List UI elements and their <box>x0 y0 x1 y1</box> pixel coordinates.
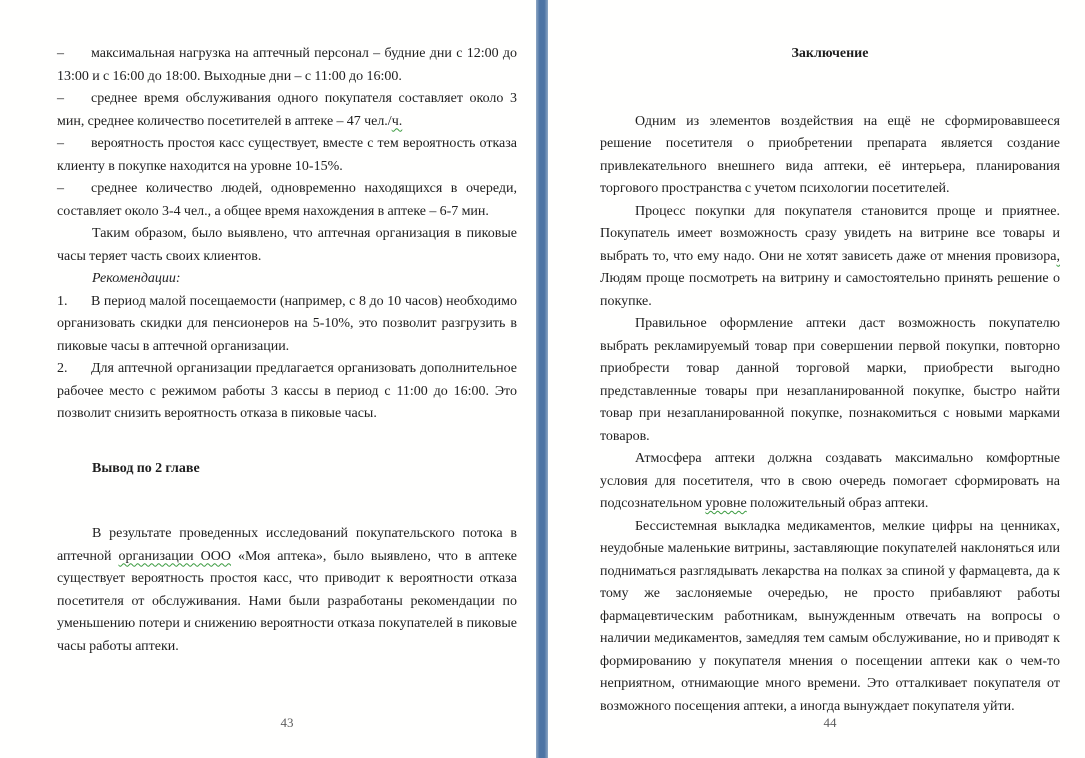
document-page-right <box>548 0 1085 758</box>
text-run: Процесс покупки для покупателя становится проще и приятнее. Покупатель имеет возможность сразу увидеть на витрине все товары и выбрать то, что ему надо. Они не хотят зависеть даже от мнения провизора <box>600 203 1060 264</box>
list-marker: – <box>57 136 64 151</box>
text-run: Атмосфера аптеки должна создавать максимально комфортные условия для посетителя, что в свою очередь помогает сформировать на подсознательном <box>600 451 1060 511</box>
list-marker: – <box>57 91 64 106</box>
list-item <box>57 178 517 223</box>
text-run: «Моя аптека», было выявлено, что в аптеке существует вероятность простоя касс, что приводит к вероятности отказа посетителя от обслуживания. Нами были разработаны рекомендации по уменьшению потери и снижению вероятности отказа покупателей в пиковые часы работы аптеки. <box>57 548 517 654</box>
section-heading <box>57 458 517 481</box>
text-run: максимальная нагрузка на аптечный персонал – будние дни с 12:00 до 13:00 и с 16:00 до 18:00. Выходные дни – с 11:00 до 16:00. <box>57 46 517 84</box>
blank-space <box>57 480 517 523</box>
page-divider <box>536 0 548 758</box>
text-run: вероятность простоя касс существует, вместе с тем вероятность отказа клиенту в покупке находится на уровне 10-15%. <box>57 136 517 174</box>
text-run: Одним из элементов воздействия на ещё не сформировавшееся решение посетителя о приобретении препарата является создание привлекательного внешнего вида аптеки, её интерьера, планирования торгового пространства с учетом психологии посетителей. <box>600 113 1060 196</box>
page-left-content[interactable] <box>57 43 517 658</box>
page-number-right: 44 <box>823 715 837 730</box>
list-marker: 1. <box>57 293 68 309</box>
list-item <box>57 358 517 426</box>
text-run: Для аптечной организации предлагается организовать дополнительное рабочее место с режимом работы 3 кассы в период с 11:00 до 16:00. Это позволит снизить вероятность отказа в пиковые часы. <box>57 361 517 421</box>
paragraph <box>600 201 1060 314</box>
text-run: В результате проведенных исследований покупательского потока в аптечной <box>57 526 517 564</box>
text-run: Бессистемная выкладка медикаментов, мелкие цифры на ценниках, неудобные маленькие витрины, заставляющие покупателей наклоняться или подниматься разглядывать лекарства на полках за спиной у фармацевта, да к тому же заслоняемые очередью, не просто прибавляют работы фармацевтическим работникам, вынужденным отвечать на вопросы о наличии медикаментов, замедляя тем самым обслуживание, но и приводят к формированию у покупателя мнения о посещении аптеки как о чем-то неприятном, отнимающие много времени. Это отталкивает покупателя от возможного посещения аптеки, а иногда вынуждает покупателя уйти. <box>600 518 1060 714</box>
list-item <box>57 133 517 178</box>
page-right-content[interactable] <box>600 43 1060 718</box>
section-heading <box>600 43 1060 66</box>
text-run: Таким образом, было выявлено, что аптечная организация в пиковые часы теряет часть своих клиентов. <box>57 226 517 264</box>
list-item <box>57 43 517 88</box>
text-run: среднее количество людей, одновременно находящихся в очереди, составляет около 3-4 чел., а общее время нахождения в аптеке – 6-7 мин. <box>57 181 517 219</box>
spellcheck-squiggle-text: ч. <box>391 113 403 129</box>
list-marker: – <box>57 46 64 61</box>
paragraph <box>57 523 517 658</box>
text-run: Рекомендации: <box>92 271 181 286</box>
text-run: Людям проще посмотреть на витрину и самостоятельно принять решение о покупке. <box>600 271 1060 309</box>
paragraph <box>600 111 1060 201</box>
spellcheck-squiggle-text: уровне <box>705 496 747 511</box>
page-number-left: 43 <box>280 715 294 730</box>
list-item <box>57 88 517 133</box>
document-page-left <box>0 0 536 758</box>
text-run: В период малой посещаемости (например, с 8 до 10 часов) необходимо организовать скидки для пенсионеров на 5-10%, это позволит разгрузить в пиковые часы в аптечной организации. <box>57 293 517 354</box>
text-run: Вывод по 2 главе <box>92 460 200 476</box>
paragraph <box>600 313 1060 448</box>
spellcheck-squiggle-text: , <box>1056 248 1060 264</box>
paragraph <box>600 448 1060 516</box>
list-marker: 2. <box>57 361 68 376</box>
text-run: среднее время обслуживания одного покупателя составляет около 3 мин, среднее количество посетителей в аптеке – 47 чел./ <box>57 91 517 129</box>
spellcheck-squiggle-text: организации ООО <box>118 548 231 564</box>
blank-space <box>600 66 1060 111</box>
blank-space <box>57 426 517 458</box>
text-run: Правильное оформление аптеки даст возможность покупателю выбрать рекламируемый товар при совершении первой покупки, повторно приобрести товар данной торговой марки, приобрести выгодно представленные товары при незапланированной покупке, быстро найти товар при незапланированной покупке, познакомиться с новыми марками товаров. <box>600 316 1060 444</box>
text-run: положительный образ аптеки. <box>746 496 929 511</box>
text-run: Заключение <box>791 46 869 61</box>
paragraph <box>57 268 517 291</box>
list-marker: – <box>57 181 64 196</box>
paragraph <box>57 223 517 268</box>
paragraph <box>600 516 1060 719</box>
list-item <box>57 291 517 359</box>
